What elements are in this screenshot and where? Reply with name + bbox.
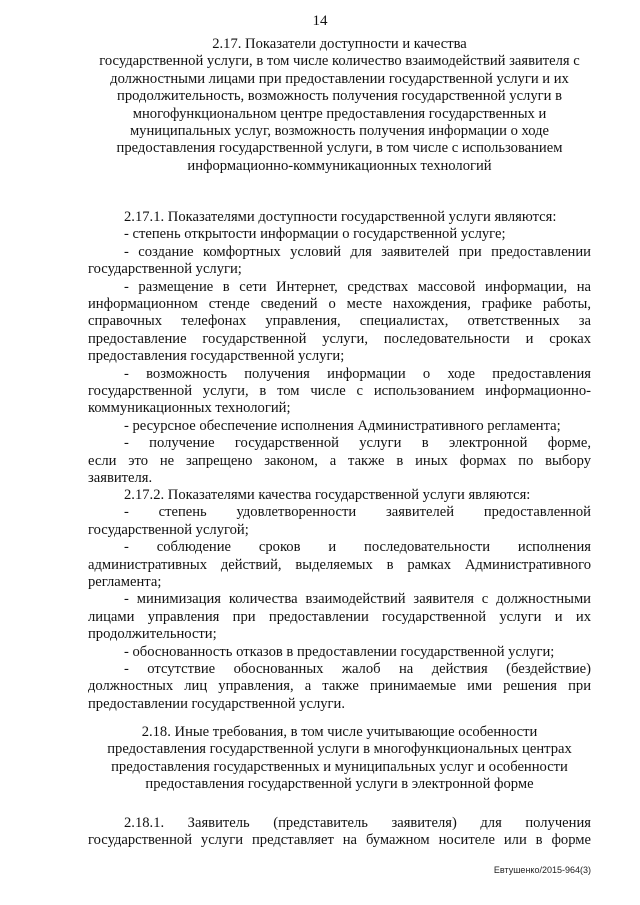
list-item-refusals: - обоснованность отказов в предоставлении государственной услуги; [124, 643, 555, 660]
section-2-18-heading [88, 724, 591, 794]
list-item-placement-cont: информационном стенде сведений о месте нахождения, графике работы, [88, 296, 591, 313]
list-item-electronic: - получение государственной услуги в электронной форме, [124, 435, 591, 452]
list-item-deadlines-cont: регламента; [88, 574, 162, 591]
list-item-info-cont: государственной услуги, в том числе с использованием информационно- [88, 383, 591, 400]
list-item-complaints: - отсутствие обоснованных жалоб на действия (бездействие) [124, 661, 591, 678]
section-2-17-heading [88, 36, 591, 175]
list-item-satisfaction-cont: государственной услугой; [88, 521, 249, 538]
heading-line: предоставления государственной услуги в многофункциональных центрах [107, 741, 572, 758]
list-item-comfort: - создание комфортных условий для заявителей при предоставлении [124, 243, 591, 260]
list-item-satisfaction: - степень удовлетворенности заявителей предоставленной [124, 504, 591, 521]
paragraph-2-18-1-cont: государственной услуги представляет на бумажном носителе или в форме [88, 832, 591, 849]
paragraph-2-17-1-intro: 2.17.1. Показателями доступности государственной услуги являются: [124, 209, 557, 225]
heading-line: продолжительность, возможность получения государственной услуги в [117, 88, 562, 105]
list-item-electronic-cont: заявителя. [88, 470, 153, 487]
list-item-deadlines-cont: административных действий, выделяемых в рамках Административного [88, 556, 591, 573]
paragraph-2-18-1: 2.18.1. Заявитель (представитель заявителя) для получения [124, 815, 591, 831]
list-item-complaints-cont: должностных лиц управления, а также принимаемые ими решения при [88, 678, 591, 695]
list-item-placement-cont: предоставление государственной услуги, последовательности и сроках [88, 330, 591, 347]
list-item-minimization-cont: лицами управления при предоставлении государственной услуги и их [88, 608, 591, 625]
paragraph-2-17-2-intro: 2.17.2. Показателями качества государственной услуги являются: [124, 487, 531, 503]
list-item-minimization-cont: продолжительности; [88, 626, 217, 643]
list-item-openness: - степень открытости информации о государственной услуге; [124, 226, 506, 243]
section-2-17-1 [88, 209, 591, 488]
list-item-placement: - размещение в сети Интернет, средствах массовой информации, на [124, 278, 591, 295]
heading-line: 2.18. Иные требования, в том числе учитывающие особенности [141, 724, 538, 740]
heading-line: муниципальных услуг, возможность получения информации о ходе [129, 123, 550, 140]
page-number: 14 [312, 13, 328, 29]
list-item-minimization: - минимизация количества взаимодействий заявителя с должностными [124, 591, 591, 608]
section-2-18-1 [88, 815, 591, 850]
list-item-placement-cont: справочных телефонах управления, специалистах, ответственных за [88, 313, 591, 330]
heading-line: предоставления государственных и муниципальных услуг и особенности [111, 758, 568, 775]
heading-line: предоставления государственной услуги в электронной форме [145, 776, 534, 793]
list-item-deadlines: - соблюдение сроков и последовательности исполнения [124, 539, 591, 556]
heading-line: предоставления государственной услуги, в том числе с использованием [116, 140, 563, 157]
list-item-info-cont: коммуникационных технологий; [88, 400, 291, 417]
list-item-comfort-cont: государственной услуги; [88, 261, 242, 278]
heading-line: информационно-коммуникационных технологий [187, 157, 492, 174]
list-item-resources: - ресурсное обеспечение исполнения Административного регламента; [124, 417, 561, 434]
heading-line: государственной услуги, в том числе количество взаимодействий заявителя с [99, 53, 580, 70]
list-item-electronic-cont: если это не запрещено законом, а также в иных формах по выбору [88, 452, 591, 469]
heading-line: 2.17. Показатели доступности и качества [212, 36, 467, 52]
footer-document-code: Евтушенко/2015-964(3) [493, 865, 591, 875]
list-item-info: - возможность получения информации о ходе предоставления [124, 365, 591, 382]
list-item-placement-cont: предоставления государственной услуги; [88, 348, 345, 365]
list-item-complaints-cont: предоставлении государственной услуги. [88, 695, 345, 712]
heading-line: должностными лицами при предоставлении государственной услуги и их [110, 70, 569, 87]
heading-line: многофункциональном центре предоставления государственных и [132, 105, 547, 122]
section-2-17-2 [88, 487, 591, 713]
